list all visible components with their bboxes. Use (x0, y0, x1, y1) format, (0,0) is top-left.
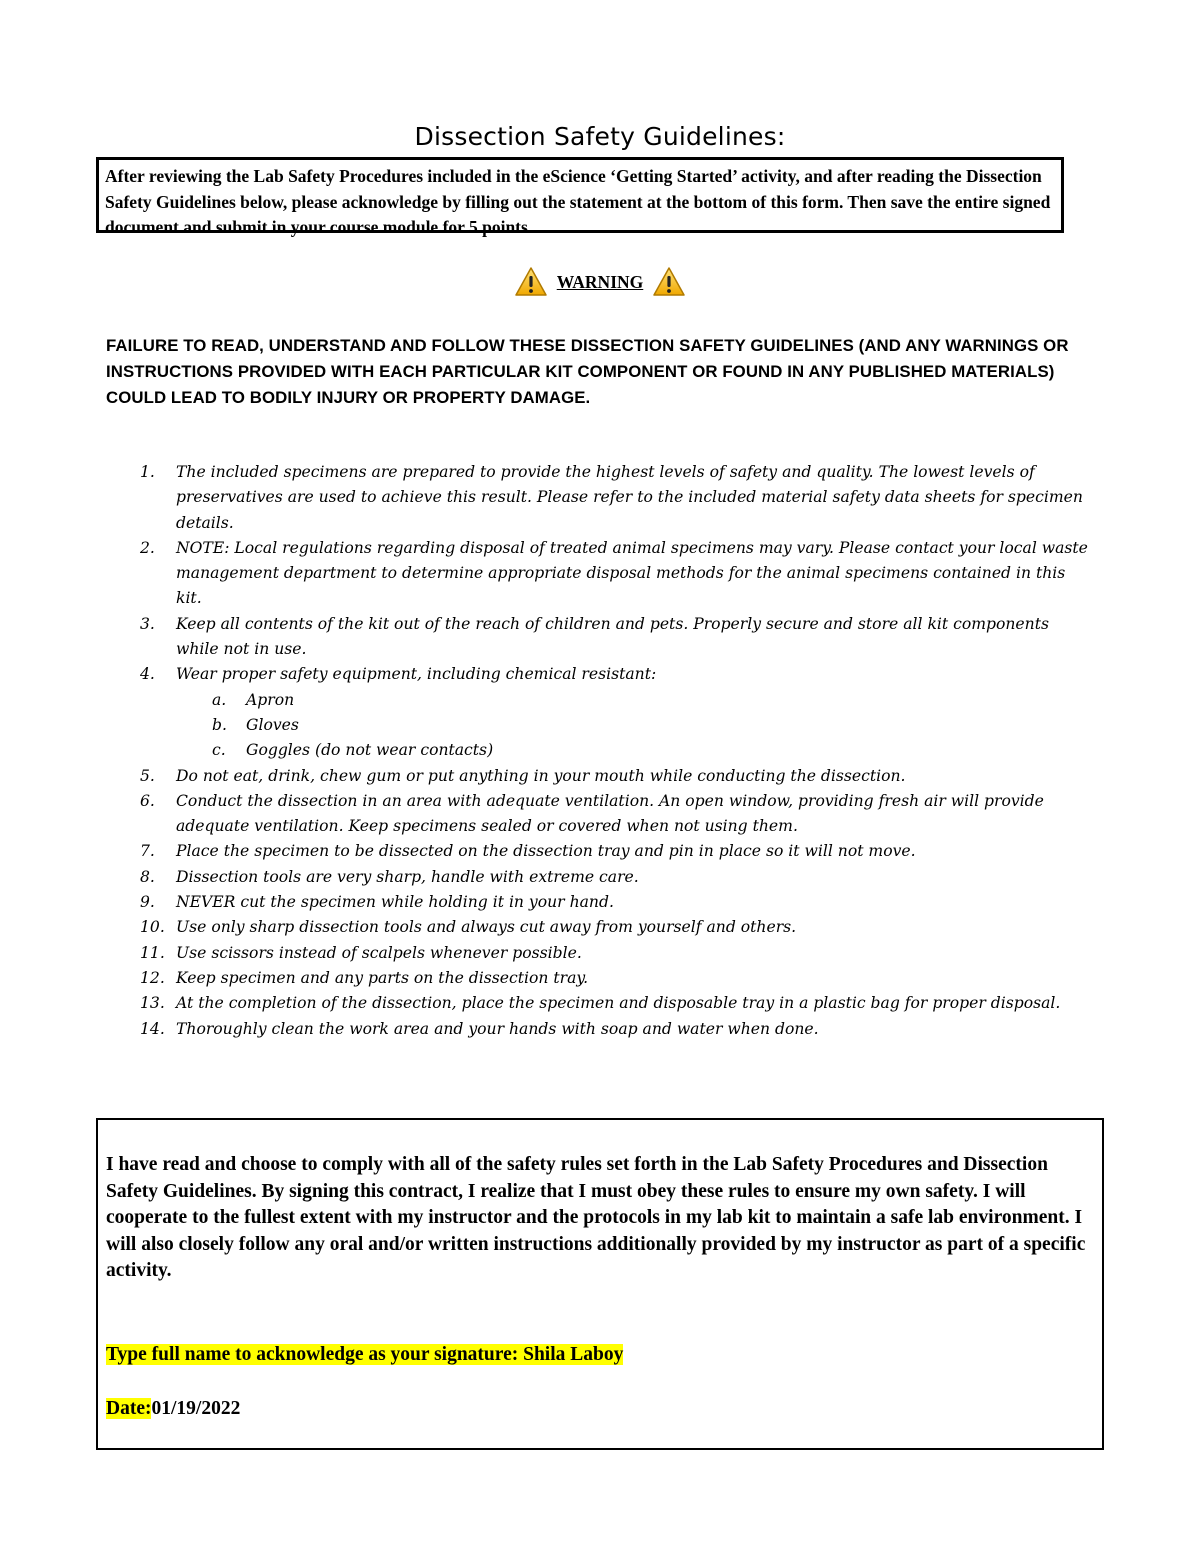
signature-field[interactable] (106, 1342, 623, 1368)
list-item (140, 941, 1090, 966)
list-number: 11. (140, 943, 165, 962)
intro-instructions-box: After reviewing the Lab Safety Procedures included in the eScience ‘Getting Started’ activity, and after reading the Dissection Safety Guidelines below, please acknowledge by filling out the statement at the bottom of this form. Then save the entire signed document and submit in your course module for 5 points. (96, 157, 1064, 233)
warning-icon (514, 266, 548, 298)
list-number: 2. (140, 538, 155, 557)
rule-text: At the completion of the dissection, place the specimen and disposable tray in a plastic bag for proper disposal. (176, 994, 1061, 1013)
equipment-sublist (176, 688, 1090, 764)
page-title: Dissection Safety Guidelines: (414, 122, 786, 151)
rule-text: Wear proper safety equipment, including chemical resistant: (176, 665, 657, 684)
date-value: 01/19/2022 (151, 1398, 241, 1419)
date-label: Date: (106, 1398, 152, 1419)
list-number: 8. (140, 867, 155, 886)
list-number: 12. (140, 968, 165, 987)
list-item (140, 839, 1090, 864)
list-letter: b. (212, 715, 227, 734)
warning-label: WARNING (556, 271, 644, 292)
list-item (140, 991, 1090, 1016)
list-number: 14. (140, 1019, 165, 1038)
list-item (140, 536, 1090, 612)
list-item (140, 966, 1090, 991)
list-item (140, 915, 1090, 940)
rule-text: Thoroughly clean the work area and your hands with soap and water when done. (176, 1019, 819, 1038)
warning-heading (0, 266, 1200, 298)
equipment-text: Goggles (do not wear contacts) (246, 741, 494, 760)
list-item (176, 688, 1090, 713)
equipment-text: Gloves (246, 715, 299, 734)
list-item (140, 764, 1090, 789)
rule-text: Keep all contents of the kit out of the reach of children and pets. Properly secure and store all kit components while not in use. (176, 614, 1049, 659)
date-field[interactable] (106, 1396, 240, 1422)
list-letter: c. (212, 741, 226, 760)
rule-text: Keep specimen and any parts on the dissection tray. (176, 968, 589, 987)
list-item (140, 890, 1090, 915)
list-number: 1. (140, 463, 155, 481)
rule-text: Use only sharp dissection tools and always cut away from yourself and others. (176, 918, 797, 937)
rule-text: Do not eat, drink, chew gum or put anything in your mouth while conducting the dissection. (176, 766, 906, 785)
list-number: 5. (140, 766, 155, 785)
list-number: 10. (140, 918, 165, 937)
rule-text: Conduct the dissection in an area with adequate ventilation. An open window, providing fresh air will provide adequate ventilation. Keep specimens sealed or covered when not using them. (176, 791, 1044, 836)
rule-text: The included specimens are prepared to provide the highest levels of safety and quality. The lowest levels of preservatives are used to achieve this result. Please refer to the included material safety data sheets for specimen details. (176, 463, 1083, 532)
rule-text: Use scissors instead of scalpels whenever possible. (176, 943, 582, 962)
rule-text: Place the specimen to be dissected on the dissection tray and pin in place so it will not move. (176, 842, 916, 861)
list-item (140, 612, 1090, 663)
list-item (140, 460, 1090, 536)
warning-icon (652, 266, 686, 298)
equipment-text: Apron (246, 690, 295, 709)
list-number: 6. (140, 791, 155, 810)
list-number: 4. (140, 665, 155, 684)
list-letter: a. (212, 690, 227, 709)
rule-text: Dissection tools are very sharp, handle with extreme care. (176, 867, 639, 886)
list-item (140, 1017, 1090, 1042)
list-item (176, 738, 1090, 763)
acknowledgement-statement: I have read and choose to comply with all of the safety rules set forth in the Lab Safety Procedures and Dissection Safety Guidelines. By signing this contract, I realize that I must obey these rules to ensure my own safety. I will cooperate to the fullest extent with my instructor and the protocols in my lab kit to maintain a safe lab environment. I will also closely follow any oral and/or written instructions additionally provided by my instructor as part of a specific activity. (106, 1154, 1086, 1281)
safety-rules-list (140, 460, 1090, 1042)
list-item (140, 865, 1090, 890)
list-item (140, 789, 1090, 840)
list-number: 3. (140, 614, 155, 633)
list-number: 13. (140, 994, 165, 1013)
list-number: 9. (140, 893, 155, 912)
signature-label: Type full name to acknowledge as your signature: Shila Laboy (106, 1344, 624, 1365)
list-number: 7. (140, 842, 155, 861)
list-item (140, 662, 1090, 763)
rule-text: NEVER cut the specimen while holding it in your hand. (176, 893, 614, 912)
list-item (176, 713, 1090, 738)
rule-text: NOTE: Local regulations regarding disposal of treated animal specimens may vary. Please contact your local waste management department to determine appropriate disposal methods for the animal specimens contained in this kit. (176, 538, 1088, 608)
failure-notice: FAILURE TO READ, UNDERSTAND AND FOLLOW THESE DISSECTION SAFETY GUIDELINES (AND ANY WARNINGS OR INSTRUCTIONS PROVIDED WITH EACH PARTICULAR KIT COMPONENT OR FOUND IN ANY PUBLISHED MATERIALS) COULD LEAD TO BODILY INJURY OR PROPERTY DAMAGE. (106, 336, 1069, 407)
